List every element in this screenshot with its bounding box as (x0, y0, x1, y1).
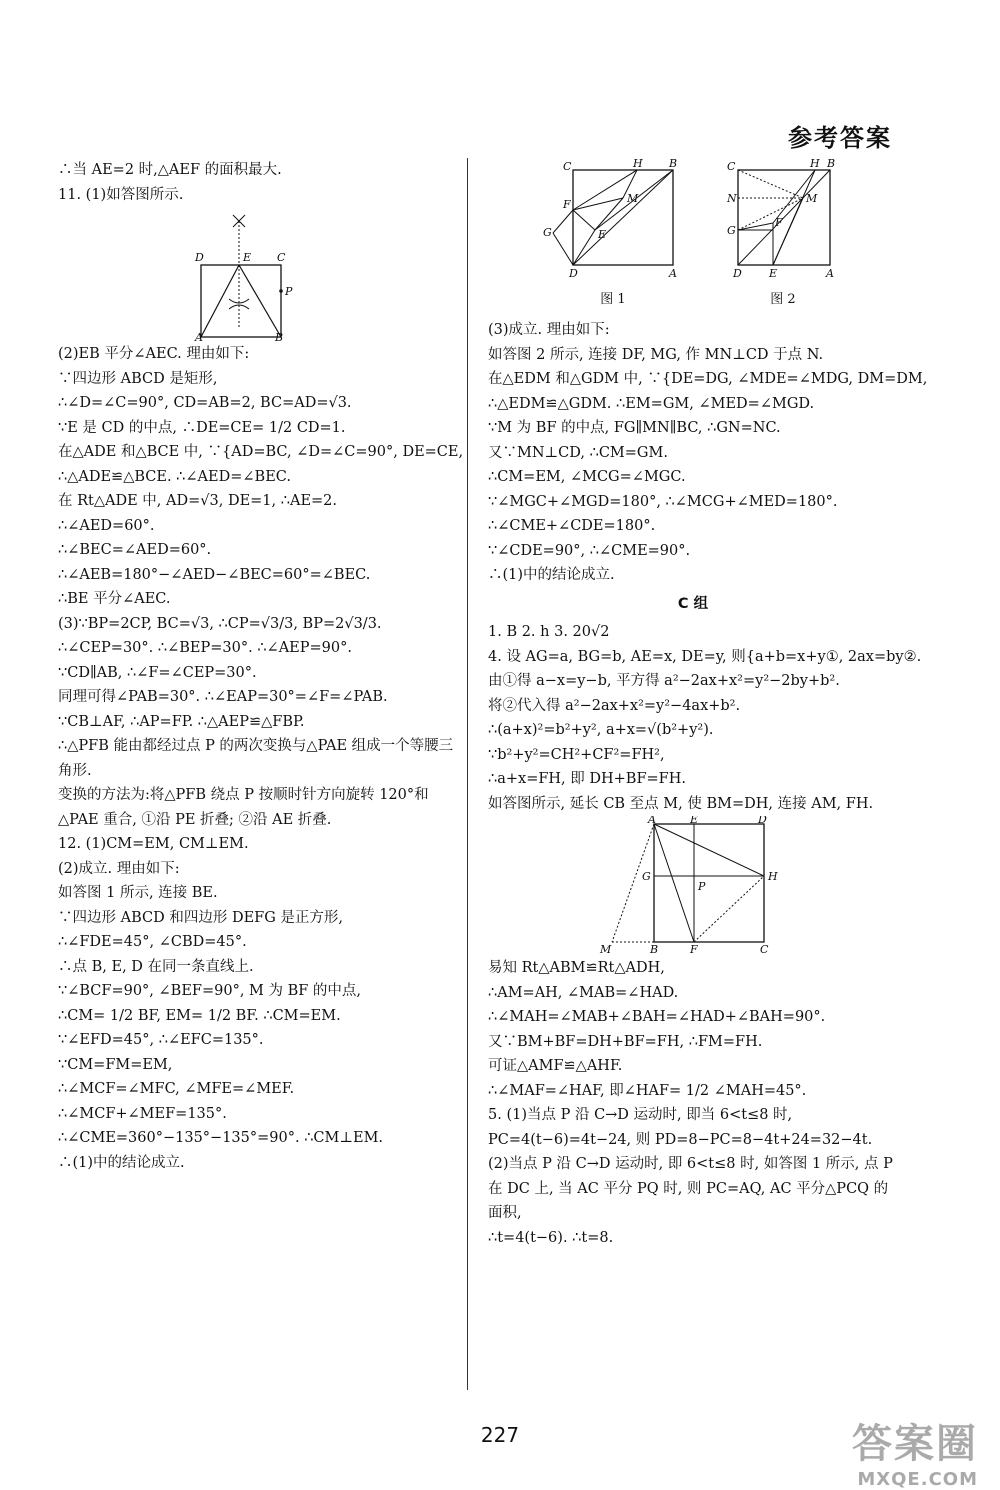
fig2-label-F: F (775, 216, 783, 229)
text-line: ∵四边形 ABCD 和四边形 DEFG 是正方形, (58, 909, 344, 926)
text-line: 又∵BM+BF=DH+BF=FH, ∴FM=FH. (488, 1033, 763, 1050)
text-line: ∴∠D=∠C=90°, CD=AB=2, BC=AD=√3. (58, 395, 352, 411)
figure-row (488, 158, 898, 312)
text-line: ∴(1)中的结论成立. (58, 1154, 185, 1171)
fig2-label-G: G (727, 224, 736, 237)
text-line: ∵CB⊥AF, ∴AP=FP. ∴△AEP≌△FBP. (58, 713, 305, 730)
text-line: ∴∠MCF+∠MEF=135°. (58, 1105, 227, 1122)
fig1-label-H: H (633, 158, 643, 170)
text-line: ∵∠BCF=90°, ∠BEF=90°, M 为 BF 的中点, (58, 983, 362, 999)
fig2-label-H: H (810, 158, 820, 170)
fig2-label-B: B (827, 158, 836, 170)
fig1-label-F: F (563, 198, 571, 211)
text-line: ∴∠AED=60°. (58, 517, 155, 534)
left-column (58, 158, 464, 1175)
text-line: 如答图 1 所示, 连接 BE. (58, 885, 218, 901)
text-line: ∴∠CEP=30°. ∴∠BEP=30°. ∴∠AEP=90°. (58, 640, 352, 656)
text-line: ∵CD∥AB, ∴∠F=∠CEP=30°. (58, 664, 257, 681)
text-line: ∴∠CME+∠CDE=180°. (488, 518, 656, 534)
text-line: ∴CM=EM, ∠MCG=∠MGC. (488, 469, 686, 485)
fig2-label-C: C (727, 160, 736, 173)
fig3-label-H: H (768, 870, 778, 883)
column-divider (467, 158, 468, 1390)
fig2-label-E: E (769, 267, 778, 278)
fig3-label-B: B (650, 943, 659, 956)
text-line: ∴∠MAF=∠HAF, 即∠HAF= 1/2 ∠MAH=45°. (488, 1082, 807, 1099)
text-line: ∴∠BEC=∠AED=60°. (58, 542, 212, 558)
text-line: 在 Rt△ADE 中, AD=√3, DE=1, ∴AE=2. (58, 493, 338, 509)
text-line: ∴BE 平分∠AEC. (58, 591, 171, 607)
text-line: 在△EDM 和△GDM 中, ∵{DE=DG, ∠MDE=∠MDG, DM=DM, (488, 371, 928, 387)
text-line: ∴(1)中的结论成立. (488, 567, 615, 583)
fig2-label-D: D (733, 267, 742, 278)
watermark-sub: MXQE.COM (857, 1469, 978, 1490)
figure-rectangle-construction (193, 207, 323, 342)
text-line: ∴AM=AH, ∠MAB=∠HAD. (488, 984, 679, 1001)
text-line: 11. (1)如答图所示. (58, 186, 184, 203)
text-line: ∴点 B, E, D 在同一条直线上. (58, 958, 254, 975)
text-line: ∴∠MCF=∠MFC, ∠MFE=∠MEF. (58, 1081, 295, 1097)
text-line: 将②代入得 a²−2ax+x²=y²−4ax+b². (488, 697, 741, 714)
label-P: P (285, 285, 293, 298)
text-line: ∵∠MGC+∠MGD=180°, ∴∠MCG+∠MED=180°. (488, 493, 838, 510)
watermark-main: 答案圈 (852, 1421, 978, 1467)
label-C: C (277, 251, 286, 264)
figure-1-box (543, 158, 683, 312)
text-line: ∵CM=FM=EM, (58, 1056, 173, 1073)
text-line: 可证△AMF≌△AHF. (488, 1058, 623, 1074)
right-column (488, 158, 928, 1250)
figure-2 (723, 158, 843, 278)
fig2-label-N: N (727, 192, 737, 205)
text-line: ∴△ADE≌△BCE. ∴∠AED=∠BEC. (58, 468, 291, 485)
text-line: 变换的方法为:将△PFB 绕点 P 按顺时针方向旋转 120°和△PAE 重合, ①沿 PE 折叠; ②沿 AE 折叠. (58, 787, 429, 828)
text-line: ∴∠FDE=45°, ∠CBD=45°. (58, 934, 247, 950)
text-line: 12. (1)CM=EM, CM⊥EM. (58, 836, 249, 852)
text-line: 1. B 2. h 3. 20√2 (488, 624, 610, 640)
text-line: (2)成立. 理由如下: (58, 860, 180, 877)
text-line: ∵∠EFD=45°, ∴∠EFC=135°. (58, 1032, 264, 1048)
figure-2-box (723, 158, 843, 312)
text-line: 在△ADE 和△BCE 中, ∵{AD=BC, ∠D=∠C=90°, DE=CE, (58, 444, 464, 460)
fig2-label-M: M (806, 192, 818, 205)
page-header-title: 参考答案 (788, 124, 892, 152)
label-E: E (243, 251, 252, 264)
fig1-label-E: E (598, 228, 607, 241)
fig3-label-P: P (698, 880, 706, 893)
label-B: B (275, 331, 284, 342)
text-line: (2)当点 P 沿 C→D 运动时, 即 6<t≤8 时, 如答图 1 所示, 点 P 在 DC 上, 当 AC 平分 PQ 时, 则 PC=AQ, AC 平分△PCQ 的面积, (488, 1156, 893, 1221)
text-line: (2)EB 平分∠AEC. 理由如下: (58, 346, 250, 362)
text-line: ∵M 为 BF 的中点, FG∥MN∥BC, ∴GN=NC. (488, 420, 781, 436)
text-line: ∴当 AE=2 时,△AEF 的面积最大. (58, 162, 282, 178)
text-line: 易知 Rt△ABM≌Rt△ADH, (488, 960, 665, 976)
fig1-label-G: G (543, 226, 552, 239)
text-line: ∴∠AEB=180°−∠AED−∠BEC=60°=∠BEC. (58, 566, 371, 583)
fig3-label-E: E (690, 816, 699, 826)
text-line: ∴∠MAH=∠MAB+∠BAH=∠HAD+∠BAH=90°. (488, 1009, 826, 1025)
figure-2-caption: 图 2 (770, 291, 796, 307)
text-line: 如答图 2 所示, 连接 DF, MG, 作 MN⊥CD 于点 N. (488, 346, 824, 363)
fig1-label-D: D (569, 267, 578, 278)
text-line: ∵∠CDE=90°, ∴∠CME=90°. (488, 542, 691, 559)
text-line: ∵E 是 CD 的中点, ∴DE=CE= 1/2 CD=1. (58, 419, 346, 436)
fig1-label-B: B (669, 158, 678, 170)
text-line: ∴a+x=FH, 即 DH+BF=FH. (488, 771, 686, 787)
text-line: 5. (1)当点 P 沿 C→D 运动时, 即当 6<t≤8 时, PC=4(t−6)=4t−24, 则 PD=8−PC=8−4t+24=32−4t. (488, 1107, 873, 1148)
text-line: 4. 设 AG=a, BG=b, AE=x, DE=y, 则{a+b=x+y①, 2ax=by②. (488, 648, 922, 665)
text-line: 又∵MN⊥CD, ∴CM=GM. (488, 444, 668, 461)
text-line: ∴CM= 1/2 BF, EM= 1/2 BF. ∴CM=EM. (58, 1007, 341, 1024)
text-line: ∴△EDM≌△GDM. ∴EM=GM, ∠MED=∠MGD. (488, 395, 815, 412)
fig3-label-M: M (600, 943, 612, 956)
figure-1-caption: 图 1 (600, 291, 626, 307)
text-line: (3)成立. 理由如下: (488, 322, 610, 338)
page-number: 227 (480, 1423, 520, 1447)
text-line: ∴∠CME=360°−135°−135°=90°. ∴CM⊥EM. (58, 1130, 384, 1146)
text-line: 如答图所示, 延长 CB 至点 M, 使 BM=DH, 连接 AM, FH. (488, 795, 874, 812)
label-A: A (195, 331, 203, 342)
fig3-label-C: C (760, 943, 769, 956)
fig3-label-G: G (642, 870, 651, 883)
text-line: 由①得 a−x=y−b, 平方得 a²−2ax+x²=y²−2by+b². (488, 673, 840, 689)
text-line: ∵四边形 ABCD 是矩形, (58, 370, 218, 387)
watermark-logo (738, 1412, 978, 1490)
fig3-label-A: A (648, 816, 656, 826)
figure-3 (598, 816, 788, 956)
fig1-label-M: M (627, 192, 639, 205)
fig2-label-A: A (826, 267, 834, 278)
text-line: ∴t=4(t−6). ∴t=8. (488, 1229, 614, 1246)
text-line: 同理可得∠PAB=30°. ∴∠EAP=30°=∠F=∠PAB. (58, 689, 388, 705)
section-heading: C 组 (677, 595, 709, 612)
fig3-label-F: F (690, 943, 698, 956)
fig3-label-D: D (758, 816, 767, 826)
fig1-label-A: A (669, 267, 677, 278)
fig1-label-C: C (563, 160, 572, 173)
label-D: D (195, 251, 204, 264)
text-line: ∴△PFB 能由都经过点 P 的两次变换与△PAE 组成一个等腰三角形. (58, 738, 454, 779)
text-line: (3)∵BP=2CP, BC=√3, ∴CP=√3/3, BP=2√3/3. (58, 615, 382, 632)
text-line: ∵b²+y²=CH²+CF²=FH², (488, 746, 665, 763)
figure-1 (543, 158, 683, 278)
text-line: ∴(a+x)²=b²+y², a+x=√(b²+y²). (488, 722, 714, 738)
